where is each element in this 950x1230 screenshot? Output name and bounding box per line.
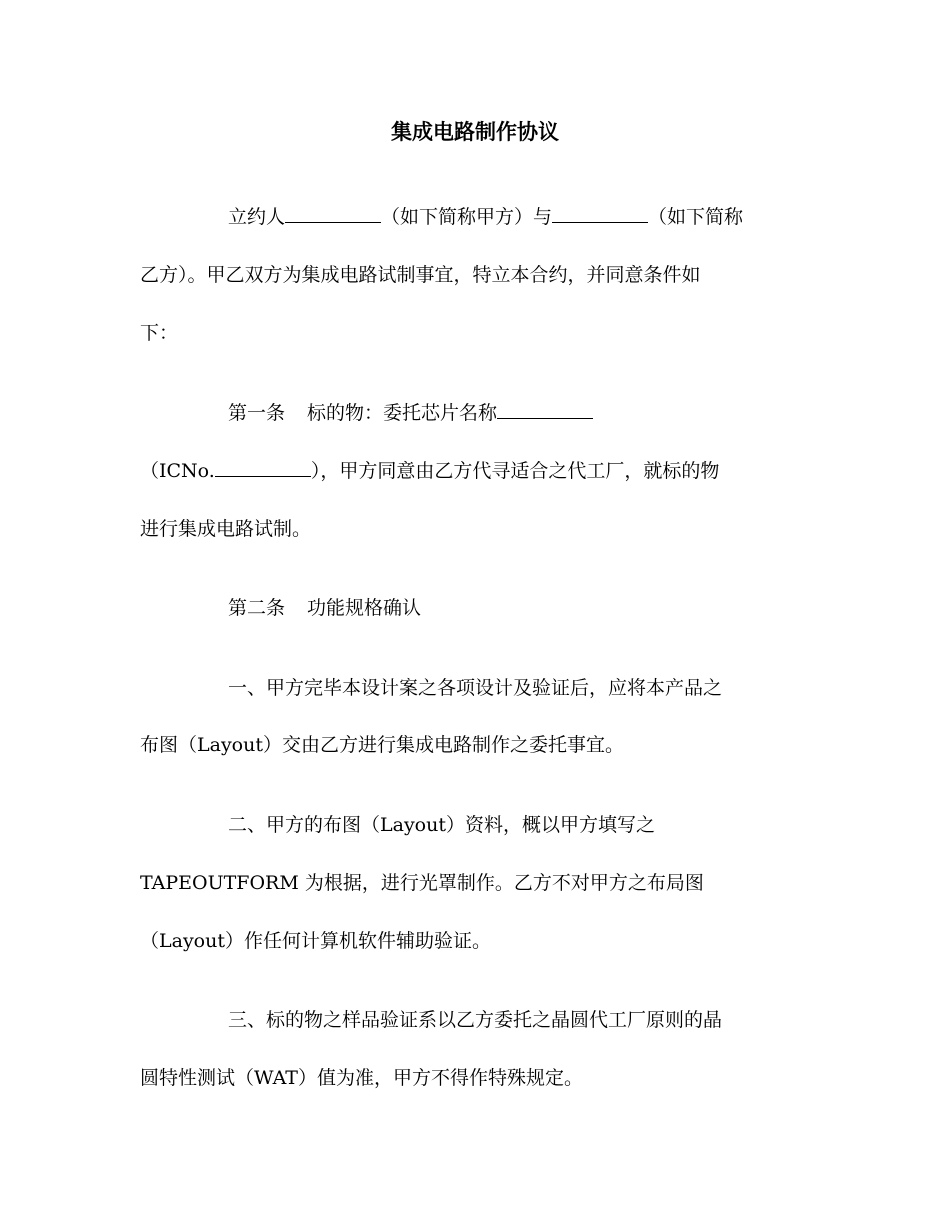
clause-2-line-1: 二、甲方的布图（Layout）资料，概以甲方填写之 xyxy=(228,814,655,836)
clause-1-line-2: 布图（Layout）交由乙方进行集成电路制作之委托事宜。 xyxy=(140,734,624,756)
clause-2-line-2: TAPEOUTFORM 为根据，进行光罩制作。乙方不对甲方之布局图 xyxy=(140,872,704,894)
preamble-line-3: 下： xyxy=(140,322,179,344)
article-1-line-2 xyxy=(140,456,719,486)
ic-number-label: （ICNo. xyxy=(140,460,215,482)
article-1-line-3: 进行集成电路试制。 xyxy=(140,518,312,540)
document-title: 集成电路制作协议 xyxy=(391,120,559,144)
chip-name-blank xyxy=(497,398,593,419)
preamble-line-2: 乙方）。甲乙双方为集成电路试制事宜，特立本合约，并同意条件如 xyxy=(140,264,701,286)
ic-number-blank xyxy=(215,456,311,477)
party-a-blank xyxy=(285,202,381,223)
article-1-text: 标的物：委托芯片名称 xyxy=(307,402,498,424)
article-2-line xyxy=(228,593,421,623)
article-2-title: 功能规格确认 xyxy=(307,597,422,619)
clause-2-line-3: （Layout）作任何计算机软件辅助验证。 xyxy=(140,930,491,952)
preamble-text-c: （如下简称 xyxy=(648,206,744,228)
party-b-blank xyxy=(552,202,648,223)
preamble-text-b: （如下简称甲方）与 xyxy=(381,206,553,228)
preamble-text-a: 立约人 xyxy=(228,206,286,228)
article-1-line-2-text: ），甲方同意由乙方代寻适合之代工厂，就标的物 xyxy=(310,460,720,482)
article-1-heading: 第一条 xyxy=(228,402,286,424)
article-1-line-1 xyxy=(228,398,593,428)
article-2-heading: 第二条 xyxy=(228,597,286,619)
clause-3-line-1: 三、标的物之样品验证系以乙方委托之晶圆代工厂原则的晶 xyxy=(228,1009,723,1031)
preamble-line-1 xyxy=(228,202,743,232)
clause-3-line-2: 圆特性测试（WAT）值为准，甲方不得作特殊规定。 xyxy=(140,1067,583,1089)
clause-1-line-1: 一、甲方完毕本设计案之各项设计及验证后，应将本产品之 xyxy=(228,677,723,699)
